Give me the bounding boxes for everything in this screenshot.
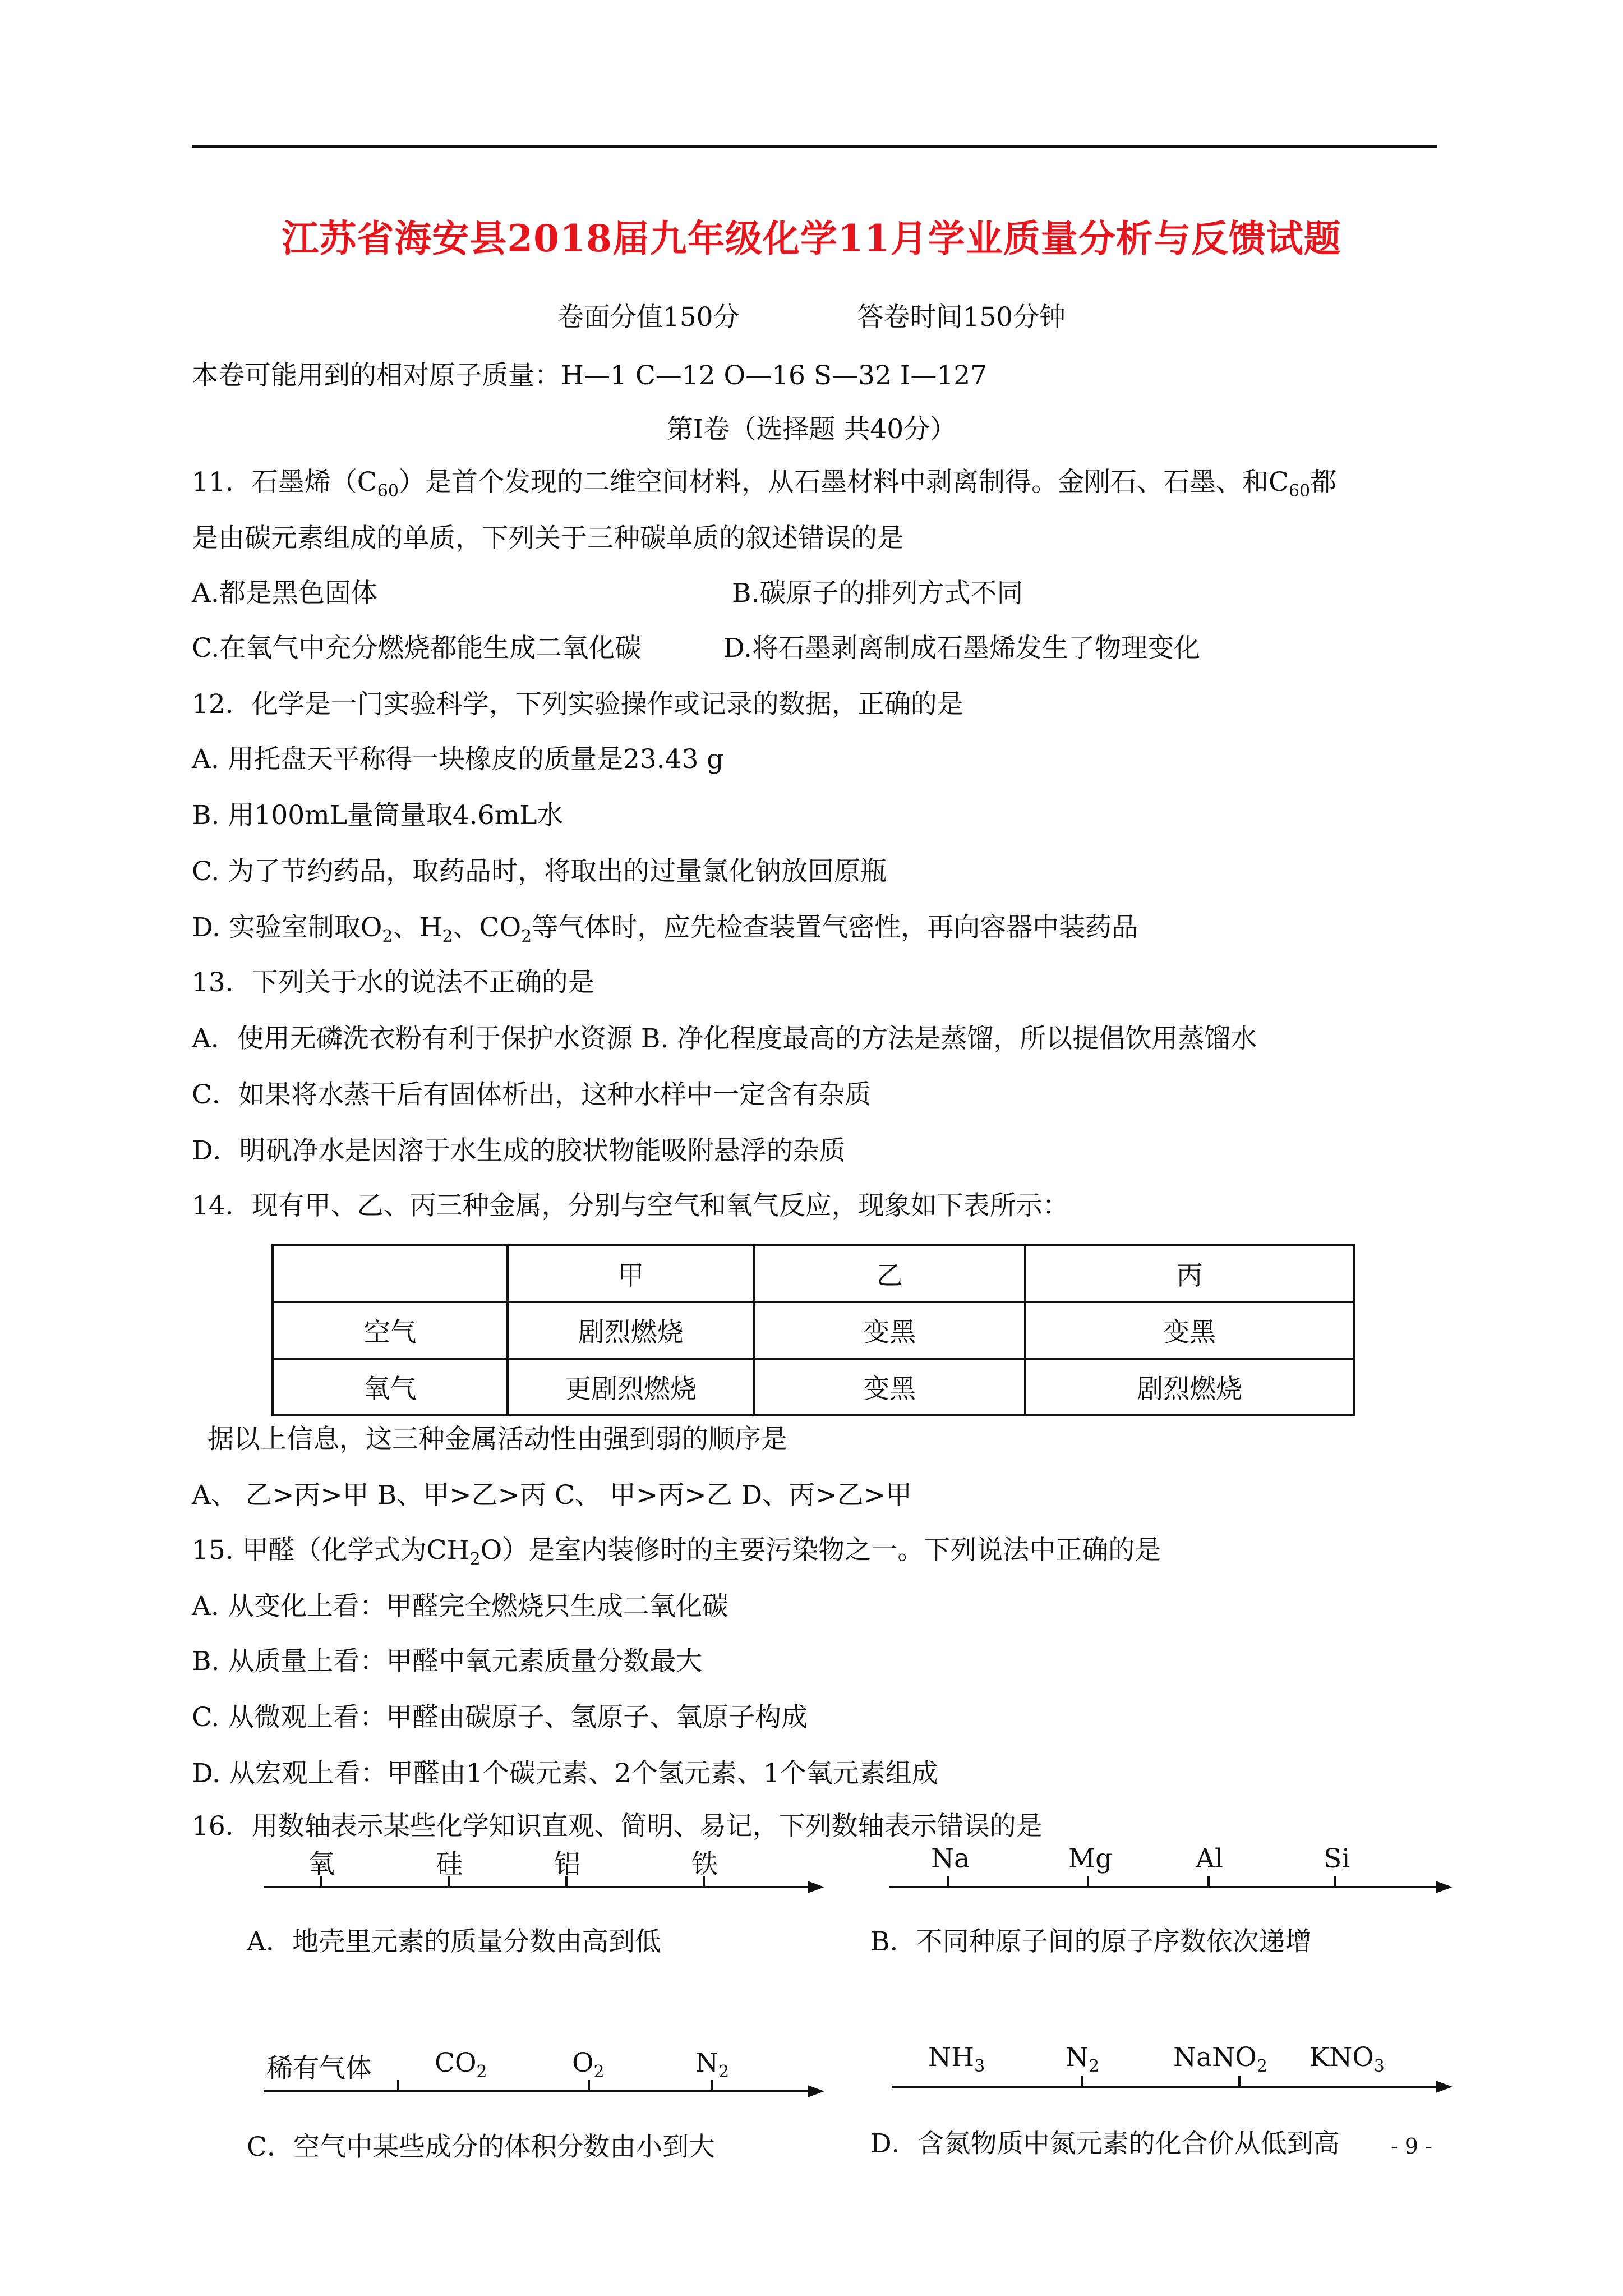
q11-stem-line2: 是由碳元素组成的单质，下列关于三种碳单质的叙述错误的是 <box>192 523 903 554</box>
atomic-mass-line: 本卷可能用到的相对原子质量：H—1 C—12 O—16 S—32 I—127 <box>192 360 988 391</box>
table-cell: 变黑 <box>1025 1302 1354 1359</box>
table-cell: 乙 <box>754 1245 1025 1302</box>
table-cell: 变黑 <box>754 1302 1025 1359</box>
q11-option-c: C.在氧气中充分燃烧都能生成二氧化碳 <box>192 633 642 664</box>
page-number: - 9 - <box>1391 2134 1433 2159</box>
axis-a-caption: A．地壳里元素的质量分数由高到低 <box>247 1926 661 1957</box>
q15-option-c: C. 从微观上看：甲醛由碳原子、氢原子、氧原子构成 <box>192 1702 808 1733</box>
q16-stem: 16．用数轴表示某些化学知识直观、简明、易记，下列数轴表示错误的是 <box>192 1811 1043 1842</box>
q14-question: 据以上信息，这三种金属活动性由强到弱的顺序是 <box>208 1424 787 1455</box>
q11-option-d: D.将石墨剥离制成石墨烯发生了物理变化 <box>723 633 1200 664</box>
axis-b-label: Si <box>1324 1843 1350 1874</box>
axis-d-label: $N_2$ <box>1066 2042 1100 2076</box>
table-cell: 剧烈燃烧 <box>1025 1359 1354 1415</box>
q12-option-a: A. 用托盘天平称得一块橡皮的质量是23.43 g <box>192 744 724 775</box>
score-text: 卷面分值150分 <box>557 302 740 333</box>
axis-a-arrow <box>808 1881 824 1893</box>
axis-a-label: 氧 <box>308 1849 335 1880</box>
time-text: 答卷时间150分钟 <box>857 302 1066 333</box>
axis-a-label: 铝 <box>554 1849 580 1880</box>
axis-d-label: $NH_3$ <box>928 2042 985 2076</box>
q15-option-a: A. 从变化上看：甲醛完全燃烧只生成二氧化碳 <box>192 1591 728 1622</box>
table-cell: 更剧烈燃烧 <box>508 1359 754 1415</box>
q13-option-c: C．如果将水蒸干后有固体析出，这种水样中一定含有杂质 <box>192 1079 871 1110</box>
table-cell: 丙 <box>1025 1245 1354 1302</box>
axis-c-arrow <box>808 2085 824 2097</box>
page-title: 江苏省海安县2018届九年级化学11月学业质量分析与反馈试题 <box>282 217 1341 260</box>
q11-option-b: B.碳原子的排列方式不同 <box>732 578 1023 609</box>
axis-d-label: $KNO_3$ <box>1310 2042 1385 2076</box>
table-cell: 氧气 <box>273 1359 508 1415</box>
q15-option-d: D. 从宏观上看：甲醛由1个碳元素、2个氢元素、1个氧元素组成 <box>192 1758 938 1789</box>
axis-c-label: 稀有气体 <box>266 2053 372 2084</box>
axis-c-label: $N_2$ <box>695 2047 730 2082</box>
q14-options: A、 乙>丙>甲 B、甲>乙>丙 C、 甲>丙>乙 D、丙>乙>甲 <box>192 1480 912 1511</box>
q11-stem-line1: 11．石墨烯$(C_{60})$是首个发现的二维空间材料，从石墨材料中剥离制得。金刚石、石墨、和$C_{60}$都 <box>192 467 1337 501</box>
axis-d-caption: D．含氮物质中氮元素的化合价从低到高 <box>870 2128 1340 2159</box>
axis-c-label: $O_2$ <box>572 2047 605 2082</box>
axis-b-arrow <box>1436 1881 1453 1893</box>
axis-a-label: 铁 <box>691 1849 718 1880</box>
q15-stem: 15. 甲醛（化学式为$CH_2O$）是室内装修时的主要污染物之一。下列说法中正确的是 <box>192 1535 1161 1569</box>
table-cell: 空气 <box>273 1302 508 1359</box>
axis-b-label: Al <box>1196 1843 1223 1874</box>
axis-c-caption: C．空气中某些成分的体积分数由小到大 <box>247 2132 715 2162</box>
q13-option-ab: A．使用无磷洗衣粉有利于保护水资源 B. 净化程度最高的方法是蒸馏，所以提倡饮用蒸馏水 <box>192 1023 1257 1054</box>
axis-d-label: NaNO$_2$ <box>1173 2042 1267 2076</box>
q12-option-c: C. 为了节约药品，取药品时，将取出的过量氯化钠放回原瓶 <box>192 856 887 887</box>
q13-option-d: D．明矾净水是因溶于水生成的胶状物能吸附悬浮的杂质 <box>192 1135 846 1166</box>
axis-b-label: Mg <box>1068 1843 1113 1874</box>
q12-option-d: D. 实验室制取$O_2$、$H_2$、$CO_2$等气体时，应先检查装置气密性，再向容器中装药品 <box>192 912 1138 946</box>
table-cell: 甲 <box>508 1245 754 1302</box>
axis-c-label: $CO_2$ <box>435 2047 487 2082</box>
q13-stem: 13．下列关于水的说法不正确的是 <box>192 967 594 998</box>
q15-option-b: B. 从质量上看：甲醛中氧元素质量分数最大 <box>192 1646 703 1677</box>
axis-a-label: 硅 <box>436 1849 463 1880</box>
table-cell: 变黑 <box>754 1359 1025 1415</box>
axis-d-arrow <box>1436 2081 1453 2093</box>
q14-stem: 14．现有甲、乙、丙三种金属，分别与空气和氧气反应，现象如下表所示： <box>192 1190 1069 1221</box>
axis-b-caption: B．不同种原子间的原子序数依次递增 <box>870 1926 1312 1957</box>
q12-option-b: B. 用100mL量筒量取4.6mL水 <box>192 800 564 831</box>
q11-option-a: A.都是黑色固体 <box>192 578 377 609</box>
table-cell: 剧烈燃烧 <box>508 1302 754 1359</box>
axis-b-label: Na <box>931 1843 970 1874</box>
section-heading: 第Ⅰ卷（选择题 共40分） <box>666 414 957 445</box>
q12-stem: 12．化学是一门实验科学，下列实验操作或记录的数据，正确的是 <box>192 689 963 720</box>
